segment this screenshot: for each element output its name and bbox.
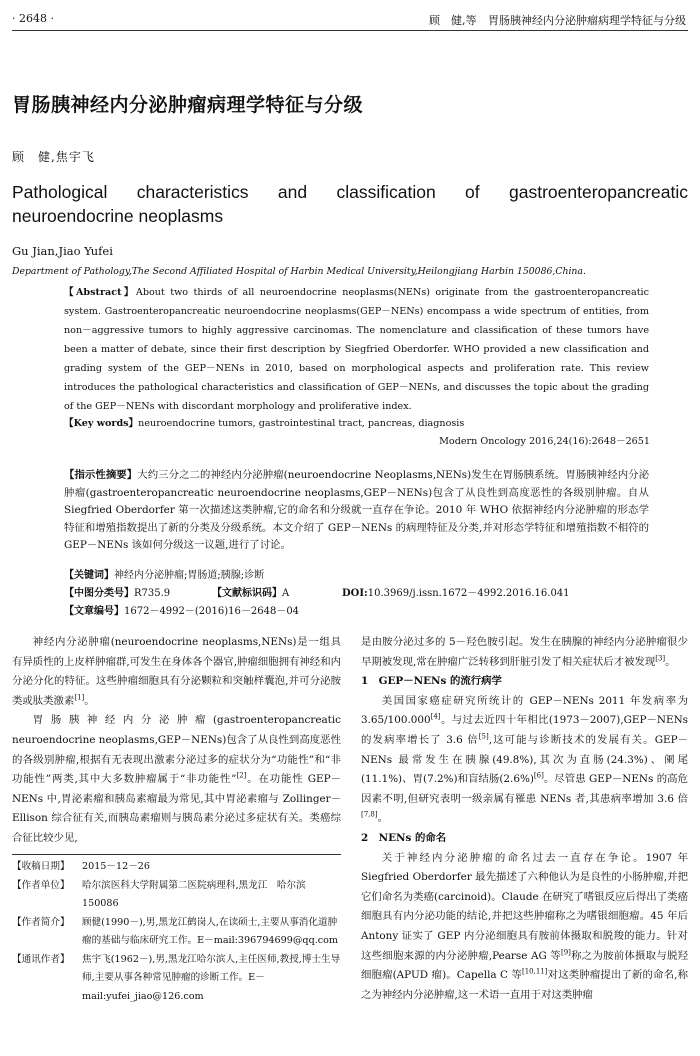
summary-cn-text: 大约三分之二的神经内分泌肿瘤(neuroendocrine Neoplasms,NENs)发生在胃肠胰系统。胃肠胰神经内分泌肿瘤(gastroenteropancreatic neuroendocrine neoplasms,GEP－NENs)包含了从良性到高度恶性的各级别肿瘤。自从 Siegfried Oberdorfer 第一次描述这类肿瘤,它的命名和分级就一直存在争论。2010 年 WHO 依据神经内分泌肿瘤的形态学特征和增殖指数提出了新的分类及分级系统。本文介绍了 GEP－NENs 的病理特征及分类,并对形态学特征和增殖指数不相符的 GEP－NENs 该如何分级这一议题,进行了讨论。 — [64, 469, 650, 551]
citation-ref: [5] — [478, 732, 489, 741]
header-rule — [12, 30, 688, 31]
citation-ref: [3] — [655, 654, 666, 663]
citation-ref: [1] — [74, 693, 85, 702]
footnote-rule — [12, 854, 341, 855]
section-heading-1: 1 GEP－NENs 的流行病学 — [361, 675, 502, 688]
keywords-en-label: 【Key words】 — [64, 418, 139, 429]
keywords-cn — [64, 566, 264, 581]
keywords-en — [64, 414, 649, 433]
paragraph: 神经内分泌肿瘤(neuroendocrine neoplasms,NENs)是一组具有异质性的上皮样肿瘤群,可发生在身体各个器官,肿瘤细胞拥有神经和内分泌分化的特征。这些肿瘤细胞具有分泌颗粒和突触样囊泡,并可分泌胺类或肽类激素[1]。 — [12, 636, 341, 707]
footnote-author-bio: 【作者简介】 顾健(1990－),男,黑龙江鹤岗人,在读硕士,主要从事消化道肿瘤的基础与临床研究工作。E－mail:396794699@qq.com — [12, 916, 339, 946]
paragraph: 关于神经内分泌肿瘤的命名过去一直存在争论。1907 年 Siegfried Oberdorfer 最先描述了六种他认为是良性的小肠肿瘤,并把它们命名为类癌(carcinoid)。Claude 在研究了嗜银反应后得出了类癌细胞具有内分泌功能的结论,并把这些肿瘤称之为嗜银细胞瘤。45 年后 Antony 证实了 GEP 内分泌细胞具有胺前体摄取和脱羧的能力。针对这些细胞来源的内分泌肿瘤,Pearse AG 等[9]称之为胺前体摄取与脱羟细胞瘤(APUD 瘤)。Capella C 等[10,11]对这类肿瘤提出了新的命名,称之为神经内分泌肿瘤,这一术语一直用于对这类肿瘤 — [361, 851, 689, 1001]
citation-ref: [10,11] — [522, 967, 548, 976]
citation-ref: [6] — [533, 771, 544, 780]
doi: DOI:10.3969/j.issn.1672－4992.2016.16.041 — [342, 588, 570, 599]
document-code: 【文献标识码】A — [212, 588, 290, 599]
article-number: 【文章编号】1672－4992－(2016)16－2648－04 — [64, 606, 300, 617]
abstract-en — [64, 283, 649, 416]
abstract-label: 【Abstract】 — [64, 287, 136, 298]
running-header — [421, 12, 686, 28]
body-right-column — [361, 633, 688, 1005]
authors-en: Gu Jian,Jiao Yufei — [12, 244, 113, 258]
paragraph: 美国国家癌症研究所统计的 GEP－NENs 2011 年发病率为 3.65/100.000[4]。与过去近四十年相比(1973－2007),GEP－NENs 的发病率增长了 3.6 倍[5],这可能与诊断技术的发展有关。GEP－NENs 最常发生在胰腺(49.8%),其次为直肠(24.3%)、阑尾(11.1%)、胃(7.2%)和盲结肠(2.6%)[6]。尽管患 GEP－NENs 的高危因素不明,但研究表明一级亲属有罹患 NENs 者,其患病率增加 3.6 倍[7,8]。 — [361, 694, 688, 825]
clc-number: 【中图分类号】R735.9 — [64, 588, 171, 599]
citation-ref: [4] — [430, 712, 441, 721]
running-header-authors: 顾 健,等 — [429, 14, 477, 27]
section-heading-2: 2 NENs 的命名 — [361, 831, 447, 844]
citation-en: Modern Oncology 2016,24(16):2648－2651 — [439, 436, 650, 447]
title-en: Pathological characteristics and classification of gastroenteropancreatic neuroendocrine neoplasms — [12, 182, 688, 226]
citation-ref: [2] — [236, 771, 247, 780]
summary-cn — [64, 467, 649, 555]
affiliation-en: Department of Pathology,The Second Affiliated Hospital of Harbin Medical University,Heilongjiang Harbin 150086,China. — [12, 266, 586, 277]
paragraph: 是由胺分泌过多的 5－羟色胺引起。发生在胰腺的神经内分泌肿瘤很少早期被发现,常在肿瘤广泛转移到肝脏引发了相关症状后才被发现[3]。 — [361, 636, 688, 668]
footnote-corresponding: 【通讯作者】 焦宇飞(1962－),男,黑龙江哈尔滨人,主任医师,教授,博士生导师,主要从事各种常见肿瘤的诊断工作。E－mail:yufei_jiao@126.com — [12, 953, 341, 1002]
citation-ref: [9] — [560, 948, 571, 957]
keywords-cn-text: 神经内分泌肿瘤;胃肠道;胰腺;诊断 — [114, 570, 265, 581]
running-header-title: 胃肠胰神经内分泌肿瘤病理学特征与分级 — [488, 14, 686, 27]
keywords-en-text: neuroendocrine tumors, gastrointestinal tract, pancreas, diagnosis — [138, 418, 465, 429]
title-cn: 胃肠胰神经内分泌肿瘤病理学特征与分级 — [12, 94, 364, 116]
footnote-affiliation: 【作者单位】 哈尔滨医科大学附属第二医院病理科,黑龙江 哈尔滨 150086 — [12, 879, 316, 909]
abstract-text: About two thirds of all neuroendocrine neoplasms(NENs) originate from the gastroenteropancreatic system. Gastroenteropancreatic neuroendocrine neoplasms(GEP－NENs) encompass a wide spectrum of entities, from non－aggressive tumors to highly aggressive carcinomas. The nomenclature and classification of these tumors have been a matter of debate, since their first description by Siegfried Oberdorfer. WHO provided a new classification and grading system of the GEP－NENs in 2010, based on morphological aspects and proliferation rate. This review introduces the pathological characteristics and classification of GEP－NENs, and discusses the topic about the grading of the GEP－NENs with discordant morphology and proliferative index. — [64, 287, 650, 412]
footnote-received: 【收稿日期】 2015－12－26 — [12, 861, 151, 872]
summary-cn-label: 【指示性摘要】 — [64, 469, 138, 481]
paragraph: 胃肠胰神经内分泌肿瘤(gastroenteropancreatic neuroendocrine neoplasms,GEP－NENs)包含了从良性到高度恶性的各级别肿瘤,根据有无表现出激素分泌过多的症状分为“功能性”和“非功能性”两类,其中大多数肿瘤属于“非功能性”[2]。在功能性 GEP－NENs 中,胃泌素瘤和胰岛素瘤最为常见,其中胃泌素瘤与 Zollinger－Ellison 综合征有关,而胰岛素瘤则与胰岛素分泌过多症状有关。类癌综合征比较少见, — [12, 714, 341, 844]
citation-ref: [7,8] — [361, 810, 378, 819]
body-left-column — [12, 633, 341, 849]
footnotes — [12, 858, 341, 1006]
authors-cn: 顾 健,焦宇飞 — [12, 150, 95, 164]
page-number: · 2648 · — [12, 12, 54, 25]
keywords-cn-label: 【关键词】 — [64, 570, 114, 581]
